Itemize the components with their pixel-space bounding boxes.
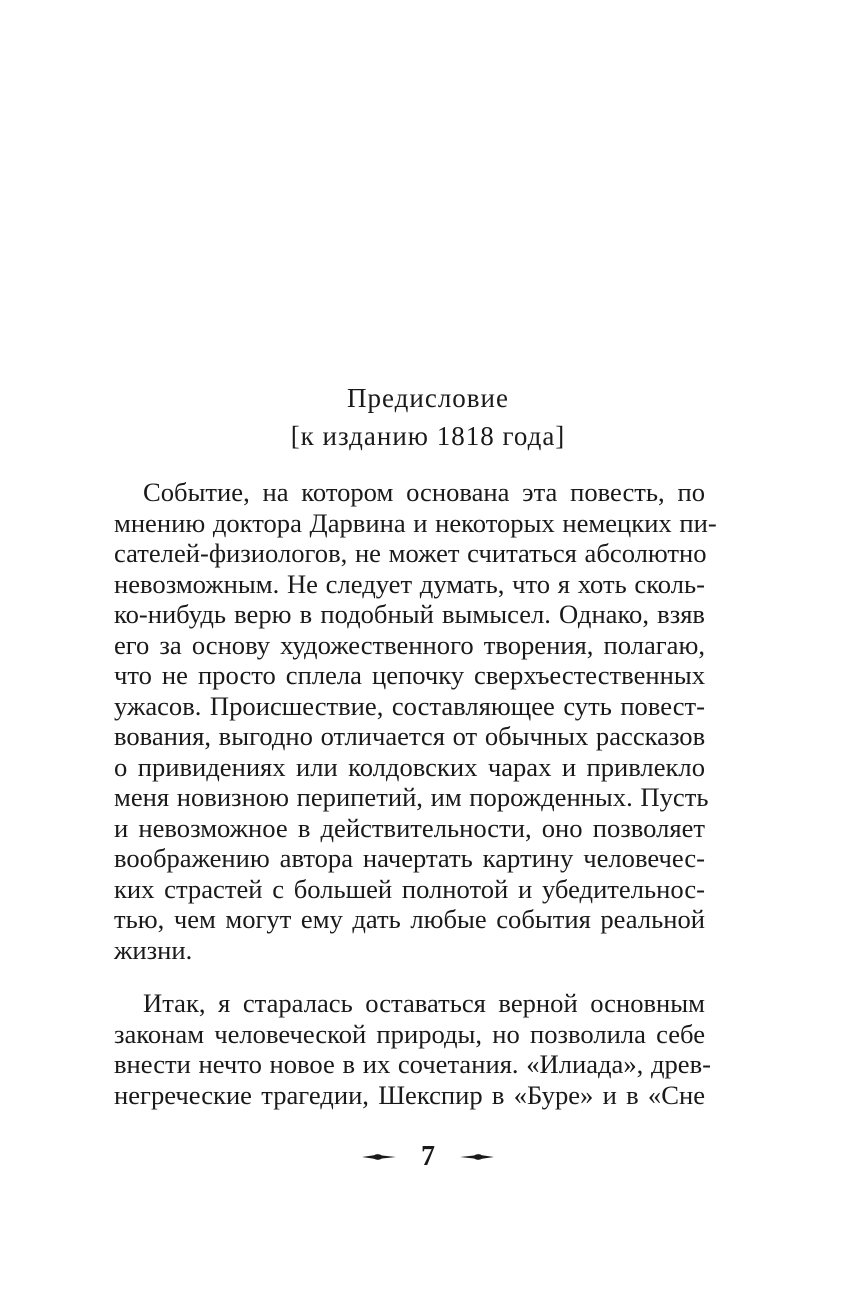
text-line: негреческие трагедии, Шекспир в «Буре» и в «Сне xyxy=(114,1079,705,1110)
text-line: Событие, на котором основана эта повесть, по xyxy=(143,477,705,507)
paragraph-2 xyxy=(114,988,711,1110)
text-line: ужасов. Происшествие, составляющее суть повест- xyxy=(114,690,705,721)
text-line: сателей-физиологов, не может считаться абсолютно xyxy=(114,538,707,568)
text-line: что не просто сплела цепочку сверхъестественных xyxy=(114,660,705,690)
ornament-right-icon xyxy=(460,1152,494,1162)
ornament-left-icon xyxy=(362,1152,396,1162)
text-line: жизни. xyxy=(114,934,193,965)
text-line: ких страстей с большей полнотой и убедительнос- xyxy=(114,873,705,904)
text-line: о привидениях или колдовских чарах и привлекло xyxy=(114,751,705,782)
text-line: и невозможное в действительности, оно позволяет xyxy=(114,812,705,843)
text-line: воображению автора начертать картину человечес- xyxy=(114,843,705,873)
page-folio xyxy=(0,1138,856,1174)
text-line: внести нечто новое в их сочетания. «Илиада», древ- xyxy=(114,1049,711,1079)
text-line: тью, чем могут ему дать любые события реальной xyxy=(114,904,705,934)
text-line: вования, выгодно отличается от обычных рассказов xyxy=(114,721,706,751)
paragraph-1 xyxy=(114,477,717,965)
chapter-subtitle: [к изданию 1818 года] xyxy=(290,421,566,451)
text-line: Итак, я старалась оставаться верной основным xyxy=(143,988,705,1018)
text-line: мнению доктора Дарвина и некоторых немецких пи- xyxy=(114,507,717,538)
text-line: его за основу художественного творения, полагаю, xyxy=(114,629,705,660)
text-line: ко-нибудь верю в подобный вымысел. Однако, взяв xyxy=(114,599,705,629)
chapter-title: Предисловие xyxy=(347,383,509,413)
page-number: 7 xyxy=(421,1140,435,1172)
text-line: законам человеческой природы, но позволила себе xyxy=(114,1018,705,1049)
text-line: меня новизною перипетий, им порожденных. Пусть xyxy=(114,782,709,812)
text-line: невозможным. Не следует думать, что я хоть сколь- xyxy=(114,568,705,599)
